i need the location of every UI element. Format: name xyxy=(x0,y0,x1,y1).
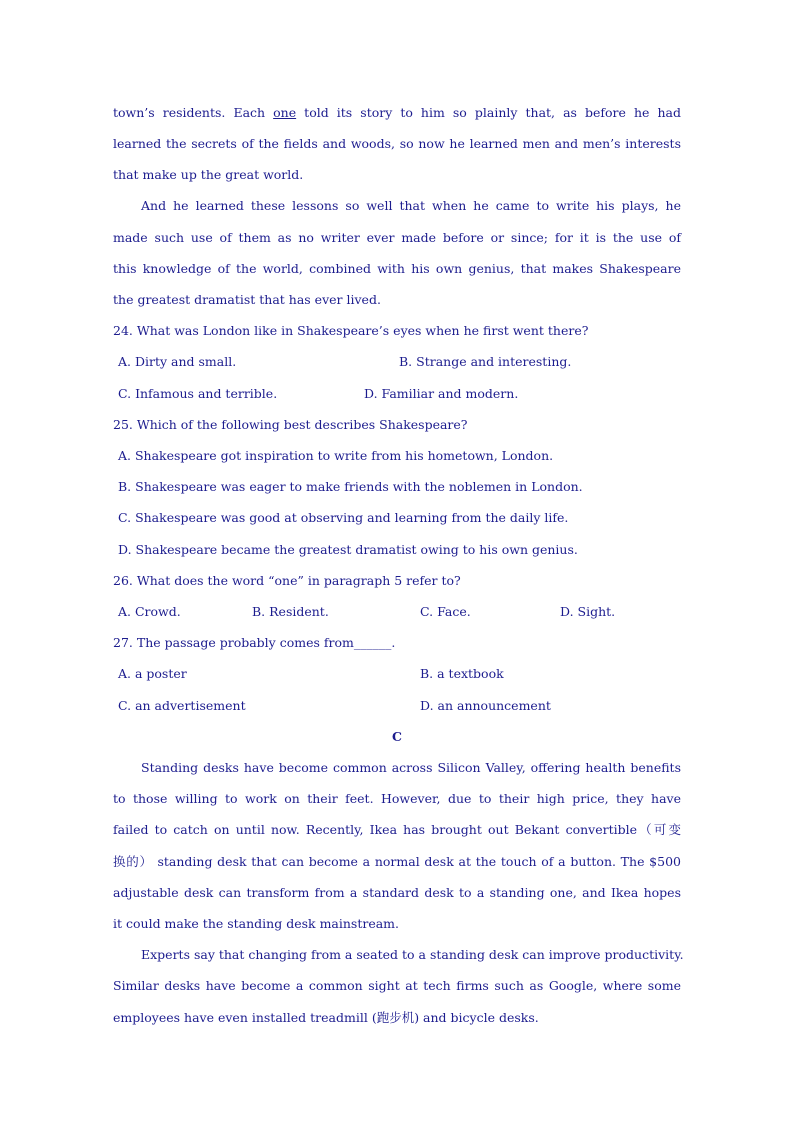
option-a: A. Shakespeare got inspiration to write from his hometown, London. xyxy=(118,448,554,463)
underlined-word: one xyxy=(273,105,297,120)
passage-text: told its story to him so plainly that, as before he had xyxy=(296,105,681,120)
passage-line: this knowledge of the world, combined with his own genius, that makes Shakespeare xyxy=(113,261,681,276)
option-c: C. Shakespeare was good at observing and learning from the daily life. xyxy=(118,510,569,525)
passage-line: Similar desks have become a common sight at tech firms such as Google, where some xyxy=(113,978,681,993)
passage-line xyxy=(113,104,681,122)
passage-line: to those willing to work on their feet. However, due to their high price, they have xyxy=(113,791,681,806)
option-d: D. an announcement xyxy=(420,698,551,713)
passage-line: it could make the standing desk mainstream. xyxy=(113,916,400,931)
passage-line: adjustable desk can transform from a standard desk to a standing one, and Ikea hopes xyxy=(113,885,681,900)
option-c: C. an advertisement xyxy=(118,698,246,713)
passage-line: Standing desks have become common across Silicon Valley, offering health benefits xyxy=(141,760,681,775)
question-stem: 27. The passage probably comes from______. xyxy=(113,635,396,650)
question-stem: 26. What does the word “one” in paragraph 5 refer to? xyxy=(113,573,461,588)
question-stem: 25. Which of the following best describes Shakespeare? xyxy=(113,417,468,432)
section-heading: C xyxy=(392,729,402,744)
passage-line: And he learned these lessons so well that when he came to write his plays, he xyxy=(141,198,681,213)
option-c: C. Face. xyxy=(420,604,471,619)
passage-text: town’s residents. Each xyxy=(113,105,274,120)
option-a: A. Dirty and small. xyxy=(118,354,237,369)
option-a: A. Crowd. xyxy=(118,604,181,619)
option-c: C. Infamous and terrible. xyxy=(118,386,278,401)
option-d: D. Shakespeare became the greatest dramatist owing to his own genius. xyxy=(118,542,578,557)
option-b: B. Resident. xyxy=(252,604,329,619)
passage-line: learned the secrets of the fields and woods, so now he learned men and men’s interests xyxy=(113,136,681,151)
passage-line: 换的） standing desk that can become a normal desk at the touch of a button. The $500 xyxy=(113,854,681,869)
option-d: D. Sight. xyxy=(560,604,616,619)
passage-line: made such use of them as no writer ever made before or since; for it is the use of xyxy=(113,230,681,245)
passage-line: the greatest dramatist that has ever lived. xyxy=(113,292,381,307)
passage-line: employees have even installed treadmill (跑步机) and bicycle desks. xyxy=(113,1010,539,1025)
option-b: B. Shakespeare was eager to make friends with the noblemen in London. xyxy=(118,479,583,494)
option-b: B. Strange and interesting. xyxy=(399,354,572,369)
option-b: B. a textbook xyxy=(420,666,504,681)
passage-line: failed to catch on until now. Recently, Ikea has brought out Bekant convertible（可变 xyxy=(113,822,681,837)
passage-line: Experts say that changing from a seated to a standing desk can improve productivity. xyxy=(141,947,684,962)
option-d: D. Familiar and modern. xyxy=(364,386,519,401)
question-stem: 24. What was London like in Shakespeare’s eyes when he first went there? xyxy=(113,323,589,338)
option-a: A. a poster xyxy=(118,666,187,681)
passage-line: that make up the great world. xyxy=(113,167,304,182)
